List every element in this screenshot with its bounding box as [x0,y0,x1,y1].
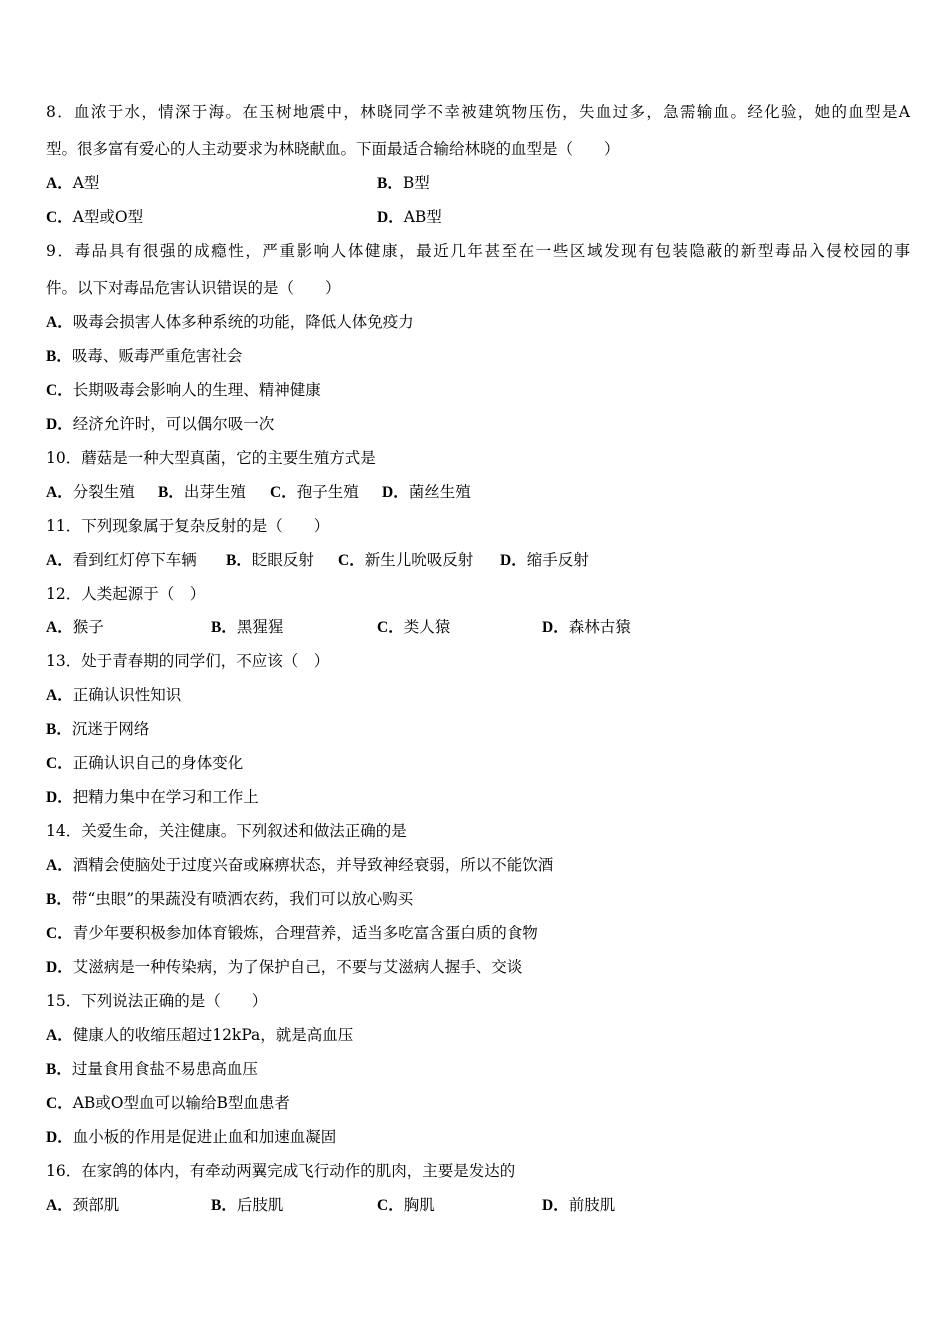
question-9-stem-line-1: 9．毒品具有很强的成瘾性，严重影响人体健康，最近几年甚至在一些区域发现有包装隐蔽的新型毒品入侵校园的事 [46,242,910,260]
question-15-stem: 15．下列说法正确的是（ ） [46,992,268,1010]
option-b: B．B型 [377,174,430,192]
question-16-stem: 16．在家鸽的体内，有牵动两翼完成飞行动作的肌肉，主要是发达的 [46,1162,516,1180]
option-a: A．分裂生殖 [46,483,135,501]
option-b: B．出芽生殖 [158,483,246,501]
question-16-options-row [46,1193,910,1217]
question-12-options-row [46,615,910,639]
question-9-option-d: D．经济允许时，可以偶尔吸一次 [46,415,275,433]
option-b: B．眨眼反射 [226,551,314,569]
question-13-option-b: B．沉迷于网络 [46,720,150,738]
question-8-options-row-2 [46,205,910,229]
question-9-option-a: A．吸毒会损害人体多种系统的功能，降低人体免疫力 [46,313,414,331]
question-14-stem: 14．关爱生命，关注健康。下列叙述和做法正确的是 [46,822,407,840]
question-11-stem: 11．下列现象属于复杂反射的是（ ） [46,517,330,535]
question-10-options-row [46,480,910,504]
question-10-stem: 10．蘑菇是一种大型真菌，它的主要生殖方式是 [46,449,376,467]
option-d: D．AB型 [377,208,442,226]
option-b: B．后肢肌 [211,1196,284,1214]
question-11-options-row [46,548,910,572]
option-d: D．菌丝生殖 [382,483,471,501]
option-d: D．前肢肌 [542,1196,616,1214]
question-14-option-d: D．艾滋病是一种传染病，为了保护自己，不要与艾滋病人握手、交谈 [46,958,523,976]
question-9-option-c: C．长期吸毒会影响人的生理、精神健康 [46,381,321,399]
option-c: C．A型或O型 [46,208,144,226]
question-14-option-c: C．青少年要积极参加体育锻炼，合理营养，适当多吃富含蛋白质的食物 [46,924,538,942]
question-14-option-a: A．酒精会使脑处于过度兴奋或麻痹状态，并导致神经衰弱，所以不能饮酒 [46,856,554,874]
option-d: D．森林古猿 [542,618,631,636]
question-9-stem-line-2: 件。以下对毒品危害认识错误的是（ ） [46,279,341,297]
question-13-option-c: C．正确认识自己的身体变化 [46,754,244,772]
option-c: C．孢子生殖 [270,483,359,501]
question-15-option-b: B．过量食用食盐不易患高血压 [46,1060,258,1078]
option-b: B．黑猩猩 [211,618,284,636]
question-8-stem-line-2: 型。很多富有爱心的人主动要求为林晓献血。下面最适合输给林晓的血型是（ ） [46,140,620,158]
question-12-stem: 12．人类起源于（ ） [46,585,206,603]
option-c: C．类人猿 [377,618,451,636]
question-13-option-a: A．正确认识性知识 [46,686,182,704]
option-a: A．猴子 [46,618,104,636]
question-14-option-b: B．带“虫眼”的果蔬没有喷洒农药，我们可以放心购买 [46,890,414,908]
option-c: C．新生儿吮吸反射 [338,551,474,569]
question-8-stem-line-1: 8．血浓于水，情深于海。在玉树地震中，林晓同学不幸被建筑物压伤，失血过多，急需输血。经化验，她的血型是A [46,103,910,121]
question-8-options-row-1 [46,171,910,195]
question-9-option-b: B．吸毒、贩毒严重危害社会 [46,347,243,365]
option-a: A．看到红灯停下车辆 [46,551,197,569]
question-13-stem: 13．处于青春期的同学们，不应该（ ） [46,652,330,670]
option-a: A．A型 [46,174,100,192]
question-15-option-c: C．AB或O型血可以输给B型血患者 [46,1094,290,1112]
option-a: A．颈部肌 [46,1196,120,1214]
option-c: C．胸肌 [377,1196,435,1214]
question-13-option-d: D．把精力集中在学习和工作上 [46,788,259,806]
question-15-option-a: A．健康人的收缩压超过12kPa，就是高血压 [46,1026,354,1044]
option-d: D．缩手反射 [500,551,589,569]
question-15-option-d: D．血小板的作用是促进止血和加速血凝固 [46,1128,337,1146]
